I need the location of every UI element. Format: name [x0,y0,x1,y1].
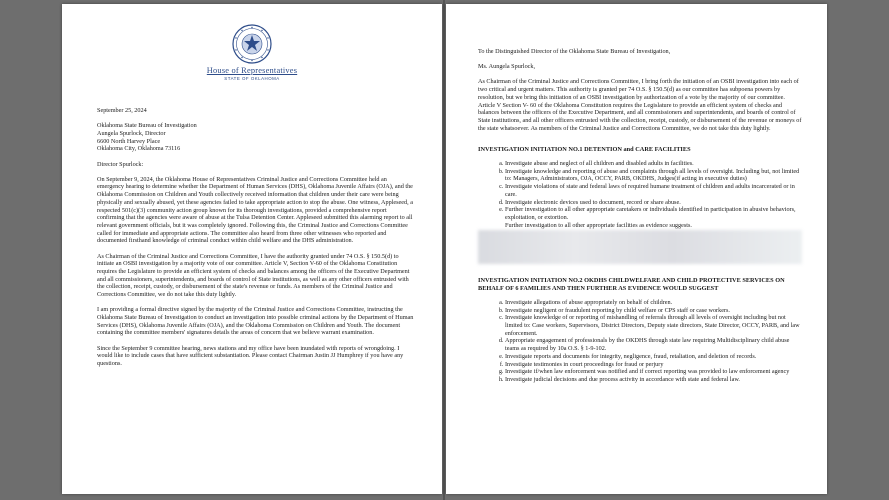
list-item: e. Further investigation to all other appropriate caretakers or individuals identified in participation in abusive behaviors, exploitation, or extortion. [505,206,802,221]
address-line: Oklahoma City, Oklahoma 73116 [97,145,181,153]
letterhead [62,24,442,81]
address-line: Oklahoma State Bureau of Investigation [97,122,197,130]
section-heading: INVESTIGATION INITIATION NO.2 OKDHS CHILDWELFARE AND CHILD PROTECTIVE SERVICES ON BEHALF OF 6 FAMILIES AND THEN FURTHER AS EVIDENCE WOULD SUGGEST [478,277,785,293]
address-line: 6600 North Harvey Place [97,137,161,145]
redacted-region [478,230,802,264]
list-item: f. Investigate testimonies in court proceedings for fraud or perjury [505,361,802,369]
letter-body [478,48,802,384]
paragraph: Since the September 9 committee hearing, news stations and my office have been inundated with reports of wrongdoing. I would like to include cases that have sufficient substantiation. Please contact Chairman Justin JJ Humphrey if you have any questions. [97,344,404,367]
list-item: c. Investigate knowledge of or reporting of mishandling of referrals through all levels of oversight including but not limited to: Case workers, Supervisors, District Directors, Deputy state directors, State Director, OCCY, PARB, and law enforcement. [505,314,802,337]
list-item: h. Investigate judicial decisions and due process activity in accordance with state and federal law. [505,376,802,384]
letter-body [97,107,415,368]
section-heading: INVESTIGATION INITIATION NO.1 DETENTION and CARE FACILITIES [478,146,691,154]
list-item: c. Investigate violations of state and federal laws of required humane treatment of children and adults incarcerated or in care. [505,183,802,198]
page-divider [443,0,445,500]
list-item: f. Further investigation to all other appropriate facilities as evidence suggests. [505,222,802,229]
paragraph: I am providing a formal directive signed by the majority of the Criminal Justice and Corrections Committee, instructing the Oklahoma State Bureau of Investigation to conduct an investigation into possible criminal actions by the Department of Human Services (DHS), Oklahoma Juvenile Affairs (OJA), and the Oklahoma Commission on Children and Youth. The document containing the committee members' signatures details the areas of concern that we believe warrant examination. [97,306,414,337]
list-item: d. Investigate electronic devices used to document, record or share abuse. [505,199,802,207]
list-item: g. Investigate if/when law enforcement was notified and if correct reporting was provided to law enforcement agency [505,368,802,376]
section-list [478,299,802,384]
list-item: a. Investigate allegations of abuse appropriately on behalf of children. [505,299,802,307]
seal-icon [232,24,272,64]
address-line: Aungela Spurlock, Director [97,129,166,137]
letter-page-1 [62,4,442,494]
section-list [478,160,802,229]
letter-date: September 25, 2024 [97,107,147,114]
list-item: a. Investigate abuse and neglect of all children and disabled adults in facilities. [505,160,802,168]
list-item: b. Investigate negligent or fraudulent reporting by child welfare or CPS staff or case workers. [505,307,802,315]
letterhead-subtitle: STATE OF OKLAHOMA [224,76,280,81]
letter-page-2 [446,4,827,494]
list-item: d. Appropriate engagement of professionals by the OKDHS through state law requiring Multidisciplinary child abuse teams as required by 10a O.S. § 1-9-102. [505,337,802,352]
salutation: Ms. Aungela Spurlock, [478,63,536,71]
letterhead-title: House of Representatives [206,66,298,75]
intro-paragraph: As Chairman of the Criminal Justice and Corrections Committee, I bring forth the initiation of an OSBI investigation into each of two critical and urgent matters. This authority is granted per 74 O.S. § 150.5(d) as our committee has subpoena powers by resolution, but we bring this initiation of an OSBI investigation by authorization of a vote by the majority of our committee. Article V Section V- 60 of the Oklahoma Constitution requires the Legislature to provide an efficient system of checks and balances between the officers of the Executive Department, and all commissioners and superintendents, and boards of control of State institutions, and all other officers entrusted with the collection, receipt, custody, or disbursement of the revenue or moneys of the state whatsoever. As members of the Criminal Justice and Corrections Committee, we do not take this duty lightly. [478,78,802,132]
salutation: Director Spurlock: [97,160,144,168]
list-item: e. Investigate reports and documents for integrity, negligence, fraud, retaliation, and deletion of records. [505,353,802,361]
list-item: b. Investigate knowledge and reporting of abuse and complaints through all levels of oversight. Including but, not limited to: Managers, Administrators, OJA, OCCY, PARB, OKDHS, Judges(if acting in executive duties) [505,168,802,183]
paragraph: On September 9, 2024, the Oklahoma House of Representatives Criminal Justice and Corrections Committee held an emergency hearing to determine whether the Department of Human Services (DHS), Oklahoma Juvenile Affairs (OJA), and the Oklahoma Commission on Children and Youth collectively received information that children under their care were being physically and sexually abused, yet these agencies failed to take appropriate action to stop the abuse. One witness, Appleseed, a respected 501(c)(3) community action group known for its thorough investigations, provided a comprehensive report confirming that the agencies were aware of abuse at the Tulsa Detention Center. Appleseed submitted this alarming report to all relevant government officials, but it was completely ignored. Following this, the Criminal Justice and Corrections Committee called for immediate and appropriate actions. The committee also heard from three other witnesses who reported and documented firsthand knowledge of criminal conduct within child welfare and the DHS administration. [97,175,413,245]
to-line: To the Distinguished Director of the Oklahoma State Bureau of Investigation, [478,48,671,55]
paragraph: As Chairman of the Criminal Justice and Corrections Committee, I have the authority granted under 74 O.S. § 150.5(d) to initiate an OSBI investigation by a majority vote of our committee. Article V, Section V-60 of the Oklahoma Constitution requires the Legislature to provide an efficient system of checks and balances among the officers of the Executive Department and all commissioners, superintendents, and boards of control of State institutions, as well as any other officers entrusted with the collection, receipt, custody, or disbursement of the state's revenue or funds. As members of the Criminal Justice and Corrections Committee, we do not take this duty lightly. [97,252,410,299]
